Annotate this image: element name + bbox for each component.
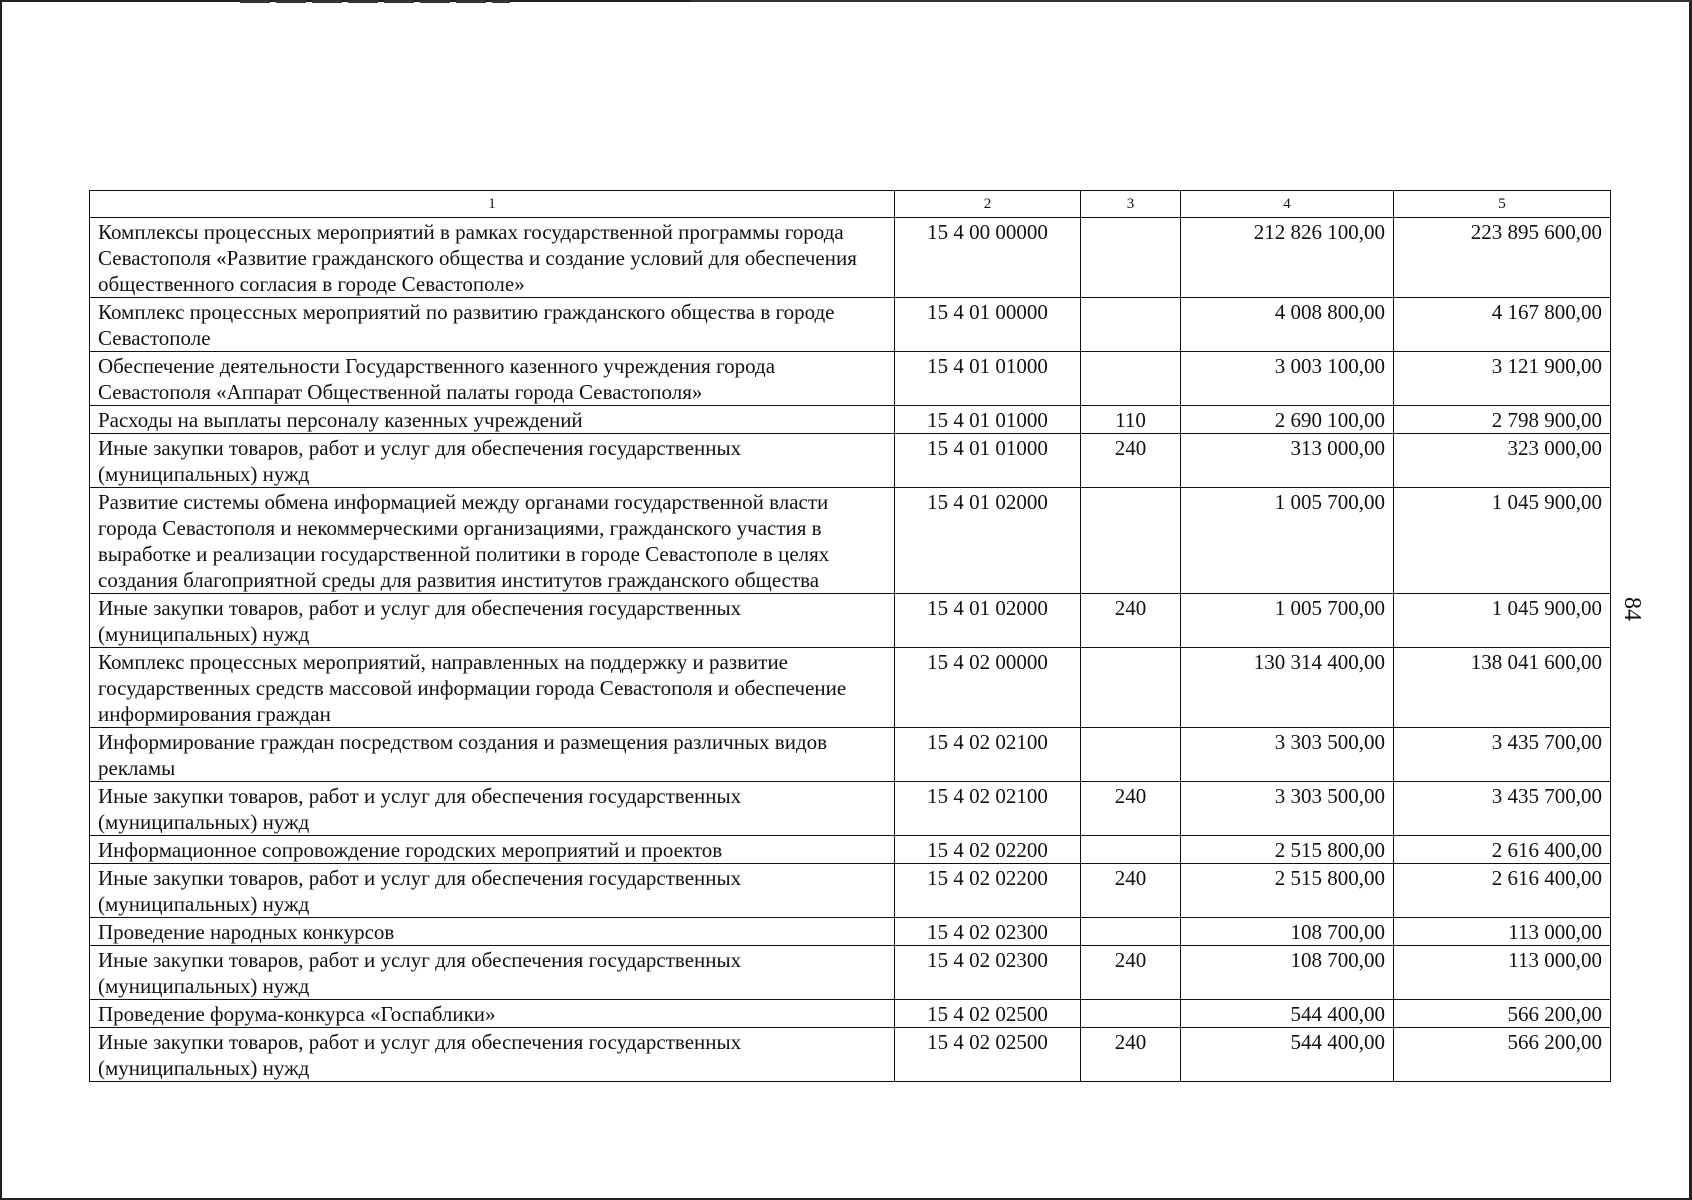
- row-sum-col5-cell: 4 167 800,00: [1394, 298, 1611, 352]
- row-sum-col4-cell: 1 005 700,00: [1181, 594, 1394, 648]
- row-sum-col4-cell: 544 400,00: [1181, 1000, 1394, 1028]
- table-row: [90, 406, 1611, 434]
- budget-table: [89, 190, 1611, 1082]
- row-vr-cell: 240: [1081, 594, 1181, 648]
- row-code-cell: 15 4 02 02500: [895, 1000, 1081, 1028]
- row-code-cell: 15 4 01 00000: [895, 298, 1081, 352]
- row-name-cell: Развитие системы обмена информацией между органами государственной власти города Севастополя и некоммерческими организациями, гражданского участия в выработке и реализации государственной политики в городе Севастополе в целях создания благоприятной среды для развития институтов гражданского общества: [90, 488, 895, 594]
- row-sum-col5-cell: 1 045 900,00: [1394, 594, 1611, 648]
- row-sum-col4-cell: 3 003 100,00: [1181, 352, 1394, 406]
- row-sum-col5-cell: 138 041 600,00: [1394, 648, 1611, 728]
- row-vr-cell: [1081, 1000, 1181, 1028]
- row-name-cell: Комплекс процессных мероприятий, направленных на поддержку и развитие государственных средств массовой информации города Севастополя и обеспечение информирования граждан: [90, 648, 895, 728]
- row-sum-col5-cell: 3 121 900,00: [1394, 352, 1611, 406]
- row-name-cell: Проведение форума-конкурса «Госпаблики»: [90, 1000, 895, 1028]
- row-name-cell: Иные закупки товаров, работ и услуг для обеспечения государственных (муниципальных) нужд: [90, 946, 895, 1000]
- table-body: [90, 218, 1611, 1082]
- row-code-cell: 15 4 02 02500: [895, 1028, 1081, 1082]
- row-name-cell: Проведение народных конкурсов: [90, 918, 895, 946]
- row-name-cell: Информационное сопровождение городских мероприятий и проектов: [90, 836, 895, 864]
- row-vr-cell: [1081, 352, 1181, 406]
- row-sum-col5-cell: 113 000,00: [1394, 946, 1611, 1000]
- row-sum-col4-cell: 1 005 700,00: [1181, 488, 1394, 594]
- row-sum-col4-cell: 212 826 100,00: [1181, 218, 1394, 298]
- table-row: [90, 946, 1611, 1000]
- table-row: [90, 488, 1611, 594]
- row-name-cell: Иные закупки товаров, работ и услуг для обеспечения государственных (муниципальных) нужд: [90, 594, 895, 648]
- row-sum-col4-cell: 108 700,00: [1181, 946, 1394, 1000]
- row-code-cell: 15 4 02 02300: [895, 918, 1081, 946]
- column-header: 1: [90, 191, 895, 218]
- row-sum-col5-cell: 1 045 900,00: [1394, 488, 1611, 594]
- row-sum-col5-cell: 566 200,00: [1394, 1028, 1611, 1082]
- row-vr-cell: 240: [1081, 864, 1181, 918]
- table-row: [90, 648, 1611, 728]
- column-header: 4: [1181, 191, 1394, 218]
- row-vr-cell: 110: [1081, 406, 1181, 434]
- table-row: [90, 728, 1611, 782]
- row-name-cell: Информирование граждан посредством создания и размещения различных видов рекламы: [90, 728, 895, 782]
- row-name-cell: Расходы на выплаты персоналу казенных учреждений: [90, 406, 895, 434]
- table-row: [90, 352, 1611, 406]
- row-sum-col4-cell: 108 700,00: [1181, 918, 1394, 946]
- row-sum-col5-cell: 113 000,00: [1394, 918, 1611, 946]
- row-sum-col4-cell: 544 400,00: [1181, 1028, 1394, 1082]
- row-sum-col5-cell: 3 435 700,00: [1394, 782, 1611, 836]
- column-header: 5: [1394, 191, 1611, 218]
- column-header: 2: [895, 191, 1081, 218]
- row-vr-cell: 240: [1081, 434, 1181, 488]
- row-vr-cell: [1081, 648, 1181, 728]
- row-name-cell: Иные закупки товаров, работ и услуг для обеспечения государственных (муниципальных) нужд: [90, 864, 895, 918]
- row-sum-col4-cell: 3 303 500,00: [1181, 782, 1394, 836]
- row-sum-col5-cell: 3 435 700,00: [1394, 728, 1611, 782]
- row-name-cell: Иные закупки товаров, работ и услуг для обеспечения государственных (муниципальных) нужд: [90, 434, 895, 488]
- row-code-cell: 15 4 02 02100: [895, 728, 1081, 782]
- scan-top-marks: [240, 0, 510, 3]
- row-sum-col5-cell: 2 616 400,00: [1394, 864, 1611, 918]
- row-name-cell: Иные закупки товаров, работ и услуг для обеспечения государственных (муниципальных) нужд: [90, 782, 895, 836]
- column-header: 3: [1081, 191, 1181, 218]
- page-number: 84: [1619, 597, 1645, 621]
- row-sum-col4-cell: 2 690 100,00: [1181, 406, 1394, 434]
- table-row: [90, 434, 1611, 488]
- row-name-cell: Обеспечение деятельности Государственного казенного учреждения города Севастополя «Аппарат Общественной палаты города Севастополя»: [90, 352, 895, 406]
- row-vr-cell: [1081, 218, 1181, 298]
- row-code-cell: 15 4 02 02100: [895, 782, 1081, 836]
- table-row: [90, 218, 1611, 298]
- row-vr-cell: [1081, 488, 1181, 594]
- header-row: [90, 191, 1611, 218]
- row-sum-col4-cell: 313 000,00: [1181, 434, 1394, 488]
- row-code-cell: 15 4 02 00000: [895, 648, 1081, 728]
- scan-top-line: [690, 0, 1692, 2]
- row-code-cell: 15 4 01 01000: [895, 406, 1081, 434]
- row-code-cell: 15 4 00 00000: [895, 218, 1081, 298]
- row-name-cell: Комплексы процессных мероприятий в рамках государственной программы города Севастополя «Развитие гражданского общества и создание условий для обеспечения общественного согласия в городе Севастополе»: [90, 218, 895, 298]
- row-vr-cell: 240: [1081, 1028, 1181, 1082]
- row-code-cell: 15 4 02 02200: [895, 836, 1081, 864]
- row-sum-col4-cell: 2 515 800,00: [1181, 836, 1394, 864]
- row-sum-col4-cell: 2 515 800,00: [1181, 864, 1394, 918]
- row-sum-col4-cell: 130 314 400,00: [1181, 648, 1394, 728]
- row-vr-cell: [1081, 298, 1181, 352]
- row-sum-col5-cell: 2 616 400,00: [1394, 836, 1611, 864]
- row-name-cell: Комплекс процессных мероприятий по развитию гражданского общества в городе Севастополе: [90, 298, 895, 352]
- row-sum-col4-cell: 4 008 800,00: [1181, 298, 1394, 352]
- row-code-cell: 15 4 01 01000: [895, 434, 1081, 488]
- table-row: [90, 782, 1611, 836]
- row-code-cell: 15 4 01 02000: [895, 488, 1081, 594]
- table-row: [90, 864, 1611, 918]
- table-row: [90, 594, 1611, 648]
- table-row: [90, 836, 1611, 864]
- row-sum-col5-cell: 223 895 600,00: [1394, 218, 1611, 298]
- row-code-cell: 15 4 02 02300: [895, 946, 1081, 1000]
- table-row: [90, 1000, 1611, 1028]
- row-sum-col5-cell: 323 000,00: [1394, 434, 1611, 488]
- row-vr-cell: [1081, 728, 1181, 782]
- row-code-cell: 15 4 01 01000: [895, 352, 1081, 406]
- row-vr-cell: 240: [1081, 782, 1181, 836]
- row-vr-cell: [1081, 918, 1181, 946]
- row-code-cell: 15 4 01 02000: [895, 594, 1081, 648]
- scan-border-left: [0, 0, 2, 1200]
- row-vr-cell: [1081, 836, 1181, 864]
- table-row: [90, 1028, 1611, 1082]
- row-vr-cell: 240: [1081, 946, 1181, 1000]
- row-name-cell: Иные закупки товаров, работ и услуг для обеспечения государственных (муниципальных) нужд: [90, 1028, 895, 1082]
- row-sum-col5-cell: 566 200,00: [1394, 1000, 1611, 1028]
- row-sum-col4-cell: 3 303 500,00: [1181, 728, 1394, 782]
- table-row: [90, 918, 1611, 946]
- table-row: [90, 298, 1611, 352]
- row-code-cell: 15 4 02 02200: [895, 864, 1081, 918]
- row-sum-col5-cell: 2 798 900,00: [1394, 406, 1611, 434]
